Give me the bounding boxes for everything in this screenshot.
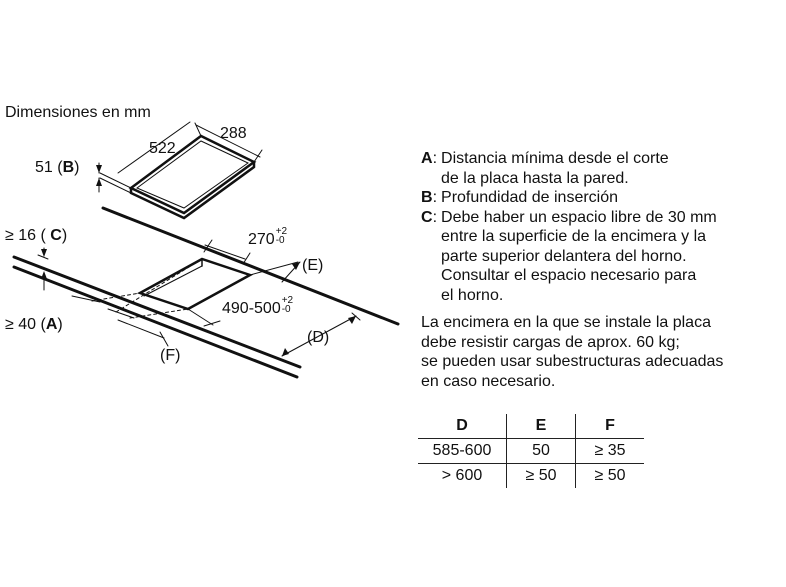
legend-item-c [421, 208, 783, 306]
legend-sep-a: : [432, 150, 438, 167]
legend-key-b: B [421, 189, 433, 206]
table-cell: > 600 [418, 464, 507, 489]
dim-c-label [5, 226, 67, 245]
dim-490 [188, 309, 220, 326]
legend [421, 149, 783, 305]
table-header: D [456, 417, 468, 434]
legend-sep-b: : [432, 189, 438, 206]
dim-c-value: ≥ 16 [5, 227, 37, 244]
cutout-width-label [222, 295, 294, 318]
table-row [418, 464, 644, 489]
dim-c-close: ) [61, 227, 68, 244]
legend-key-a: A [421, 150, 433, 167]
table-header: F [576, 414, 645, 439]
dim-b-value: 51 [35, 159, 53, 176]
dim-a-key: A [45, 316, 58, 333]
load-note: La encimera en la que se instale la placa debe resistir cargas de aprox. 60 kg; se pueden usar subestructuras adecuadas en caso necesario. [421, 314, 724, 390]
table-row [418, 439, 644, 464]
legend-text-a: Distancia mínima desde el corte de la placa hasta la pared. [441, 150, 669, 187]
cutout-depth-label [248, 226, 288, 249]
table-header: E [507, 414, 576, 439]
dim-a-value: ≥ 40 [5, 316, 37, 333]
cutout-depth-tol-plus: +2 [275, 226, 288, 237]
dim-a-label [5, 315, 63, 334]
table-header-row [418, 414, 644, 439]
dim-d-label: (D) [307, 329, 330, 346]
dimension-table [418, 414, 644, 488]
dim-e [250, 262, 300, 282]
dim-e-label: (E) [302, 257, 324, 274]
legend-text-c: Debe haber un espacio libre de 30 mm entre la superficie de la encimera y la parte superior delantera del horno. Consultar el espacio necesario para el horno. [441, 208, 717, 304]
cutout-width-value: 490-500 [222, 300, 281, 317]
dim-b-open: ( [57, 159, 63, 176]
table-cell: ≥ 35 [576, 439, 645, 464]
dim-b-key: B [62, 159, 75, 176]
table-cell: 50 [507, 439, 576, 464]
cutout-depth-value: 270 [248, 231, 275, 248]
dim-a-open: ( [40, 316, 46, 333]
legend-key-c: C [421, 208, 433, 226]
cutout-depth-tolerance [276, 227, 287, 245]
dim-depth-label: 288 [220, 125, 247, 142]
units-label: Dimensiones en mm [5, 104, 151, 121]
dim-b-close: ) [74, 159, 80, 176]
legend-sep-c: : [432, 208, 438, 226]
table-cell: 585-600 [418, 439, 507, 464]
legend-item-a [421, 149, 783, 188]
cutout-depth-tol-minus: -0 [275, 235, 285, 246]
table-cell: ≥ 50 [507, 464, 576, 489]
legend-item-b [421, 188, 783, 208]
cutout-width-tolerance [282, 296, 293, 314]
dim-a-close: ) [57, 316, 63, 333]
dim-c-open: ( [40, 227, 46, 244]
dim-width-label: 522 [149, 140, 176, 157]
table-cell: ≥ 50 [576, 464, 645, 489]
cutout-width-tol-plus: +2 [281, 295, 294, 306]
cutout-width-tol-minus: -0 [281, 304, 291, 315]
dim-c-key: C [50, 227, 62, 244]
dim-b-label [35, 158, 79, 177]
dim-f-label: (F) [160, 347, 181, 364]
legend-text-b: Profundidad de inserción [441, 189, 619, 206]
